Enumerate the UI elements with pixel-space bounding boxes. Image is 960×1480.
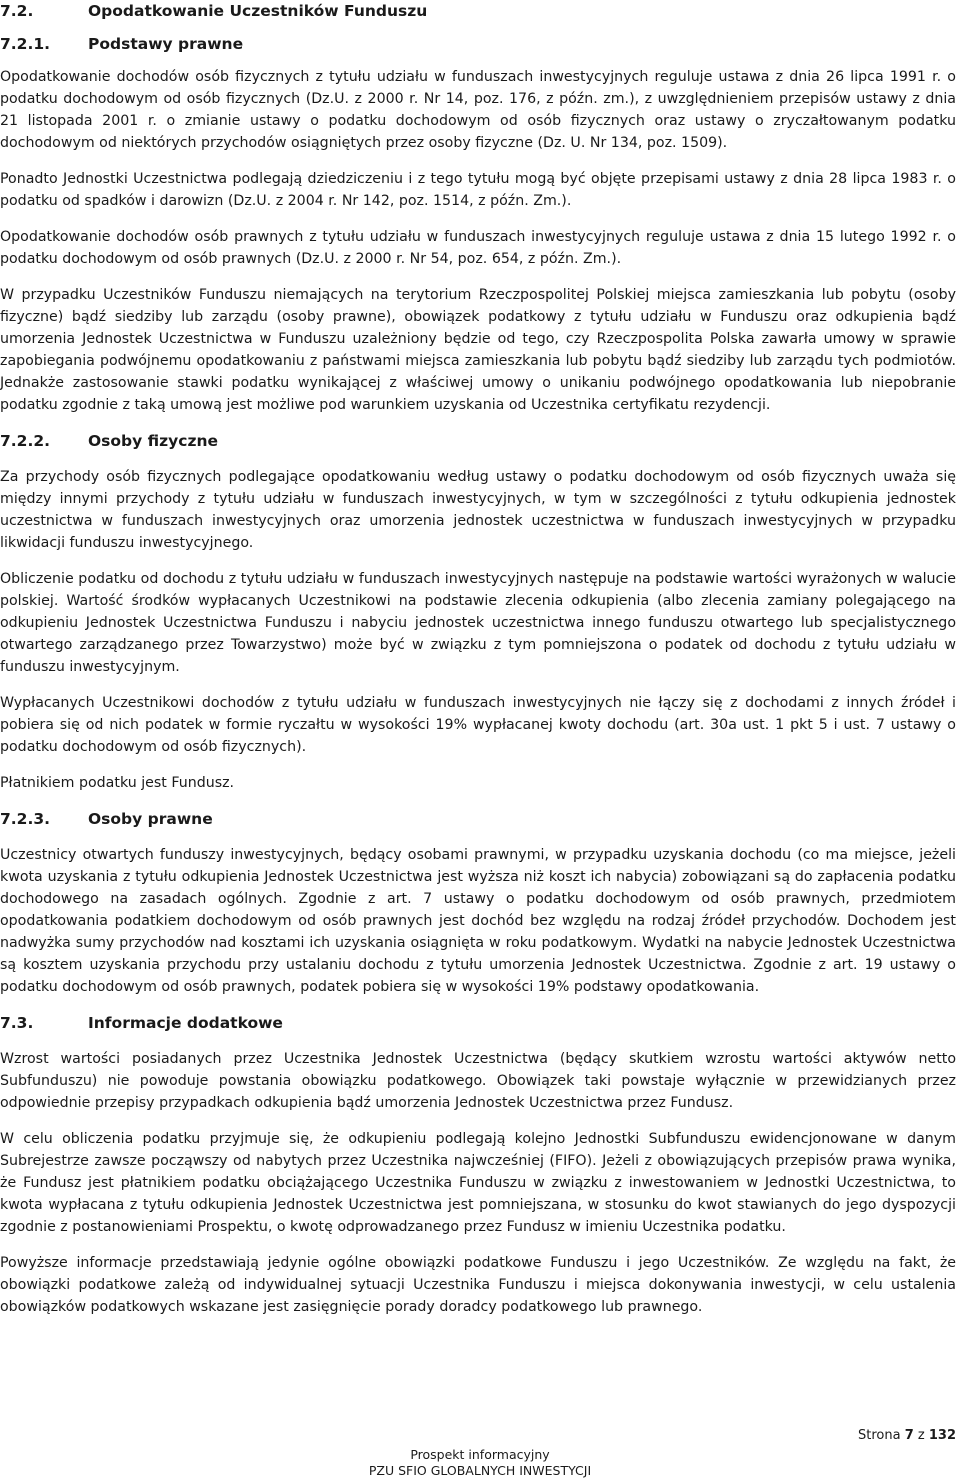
paragraph: Opodatkowanie dochodów osób fizycznych z tytułu udziału w funduszach inwestycyjnych reguluje ustawa z dnia 26 lipca 1991 r. o podatku dochodowym od osób fizycznych (Dz.U. z 2000 r. Nr 14, poz. 176, z późn. zm.), z uwzględnieniem przepisów ustawy z dnia 21 listopada 2001 r. o zmianie ustawy o podatku dochodowym od osób fizycznych oraz ustawy o zryczałtowanym podatku dochodowym od niektórych przychodów osiągniętych przez osoby fizyczne (Dz. U. Nr 134, poz. 1509). [0, 69, 956, 151]
paragraph: W przypadku Uczestników Funduszu niemających na terytorium Rzeczpospolitej Polskiej miejsca zamieszkania lub pobytu (osoby fizyczne) bądź siedziby lub zarządu (osoby prawne), obowiązek podatkowy z tytułu udziału w Funduszu oraz odkupienia bądź umorzenia Jednostek Uczestnictwa w Funduszu uzależniony będzie od tego, czy Rzeczpospolita Polska zawarła umowy w sprawie zapobiegania podwójnemu opodatkowaniu z państwami miejsca zamieszkania lub pobytu bądź siedziby lub zarządu tych podmiotów. Jednakże zastosowanie stawki podatku wynikającej z właściwej umowy o unikaniu podwójnego opodatkowania lub niepobranie podatku zgodnie z taką umową jest możliwe pod warunkiem uzyskania od Uczestnika certyfikatu rezydencji. [0, 287, 956, 413]
section-number: 7.2. [0, 2, 34, 20]
paragraph: Płatnikiem podatku jest Fundusz. [0, 775, 235, 791]
section-number: 7.2.1. [0, 35, 51, 53]
paragraph: Wzrost wartości posiadanych przez Uczestnika Jednostek Uczestnictwa (będący skutkiem wzrostu wartości aktywów netto Subfunduszu) nie powoduje powstania obowiązku podatkowego. Obowiązek taki powstaje wyłącznie w przewidzianych przez odpowiednie przepisy przypadkach odkupienia bądź umorzenia Jednostek Uczestnictwa przez Fundusz. [0, 1051, 956, 1111]
page-current: 7 [904, 1428, 914, 1443]
page-footer [0, 1420, 960, 1476]
footer-line-2: PZU SFIO GLOBALNYCH INWESTYCJI [368, 1463, 592, 1478]
section-title: Podstawy prawne [88, 35, 244, 53]
page-separator: z [917, 1428, 925, 1443]
footer-line-1: Prospekt informacyjny [410, 1447, 550, 1462]
section-heading-7-2 [0, 0, 956, 22]
page-number [858, 1428, 956, 1443]
page-prefix: Strona [857, 1428, 901, 1443]
section-title: Osoby prawne [88, 810, 213, 828]
section-title: Opodatkowanie Uczestników Funduszu [88, 2, 428, 20]
paragraph: Wypłacanych Uczestnikowi dochodów z tytułu udziału w funduszach inwestycyjnych nie łączy się z dochodami z innych źródeł i pobiera się od nich podatek w formie ryczałtu w wysokości 19% wypłacanej kwoty dochodu (art. 30a ust. 1 pkt 5 i ust. 7 ustawy o podatku dochodowym od osób fizycznych). [0, 695, 956, 755]
section-number: 7.3. [0, 1014, 34, 1032]
paragraph: Za przychody osób fizycznych podlegające opodatkowaniu według ustawy o podatku dochodowym od osób fizycznych uważa się między innymi przychody z tytułu udziału w funduszach inwestycyjnych, w tym w szczególności z tytułu odkupienia jednostek uczestnictwa w funduszach inwestycyjnych oraz umorzenia jednostek uczestnictwa w funduszach inwestycyjnych w przypadku likwidacji funduszu inwestycyjnego. [0, 469, 956, 551]
section-heading-7-3 [0, 1012, 956, 1034]
paragraph: Opodatkowanie dochodów osób prawnych z tytułu udziału w funduszach inwestycyjnych reguluje ustawa z dnia 15 lutego 1992 r. o podatku dochodowym od osób prawnych (Dz.U. z 2000 r. Nr 54, poz. 654, z późn. Zm.). [0, 229, 956, 267]
paragraph: W celu obliczenia podatku przyjmuje się, że odkupieniu podlegają kolejno Jednostki Subfunduszu ewidencjonowane w danym Subrejestrze zawsze począwszy od nabytych przez Uczestnika najwcześniej (FIFO). Jeżeli z obowiązujących przepisów prawa wynika, że Fundusz jest płatnikiem podatku obciążającego Uczestnika Funduszu w związku z inwestowaniem w Jednostki Uczestnictwa, to kwota wypłacana z tytułu odkupienia Jednostek Uczestnictwa jest pomniejszana, w stosunku do kwot stawianych do jego dyspozycji zgodnie z postanowieniami Prospektu, o kwotę odprowadzanego przez Fundusz w imieniu Uczestnika podatku. [0, 1131, 956, 1235]
section-title: Informacje dodatkowe [88, 1014, 283, 1032]
paragraph: Ponadto Jednostki Uczestnictwa podlegają dziedziczeniu i z tego tytułu mogą być objęte przepisami ustawy z dnia 28 lipca 1983 r. o podatku od spadków i darowizn (Dz.U. z 2004 r. Nr 142, poz. 1514, z późn. Zm.). [0, 171, 956, 209]
section-title: Osoby fizyczne [88, 432, 219, 450]
section-heading-7-2-3 [0, 808, 956, 830]
paragraph: Uczestnicy otwartych funduszy inwestycyjnych, będący osobami prawnymi, w przypadku uzyskania dochodu (co ma miejsce, jeżeli kwota uzyskania z tytułu odkupienia Jednostek Uczestnictwa jest wyższa niż koszt ich nabycia) zobowiązani są do zapłacenia podatku dochodowego na zasadach ogólnych. Zgodnie z art. 7 ustawy o podatku dochodowym od osób prawnych, przedmiotem opodatkowania podatkiem dochodowym od osób prawnych jest dochód bez względu na rodzaj źródeł przychodów. Dochodem jest nadwyżka sumy przychodów nad kosztami ich uzyskania osiągnięta w roku podatkowym. Wydatki na nabycie Jednostek Uczestnictwa są kosztem uzyskania przychodu przy ustalaniu dochodu z tytułu umorzenia Jednostek Uczestnictwa. Zgodnie z art. 19 ustawy o podatku dochodowym od osób prawnych, podatek pobiera się w wysokości 19% podstawy opodatkowania. [0, 847, 956, 995]
section-number: 7.2.2. [0, 432, 51, 450]
section-heading-7-2-1 [0, 33, 956, 55]
section-heading-7-2-2 [0, 430, 956, 452]
paragraph: Obliczenie podatku od dochodu z tytułu udziału w funduszach inwestycyjnych następuje na podstawie wartości wyrażonych w walucie polskiej. Wartość środków wypłacanych Uczestnikowi na podstawie zlecenia odkupienia (albo zlecenia zamiany polegającego na odkupieniu Jednostek Uczestnictwa Funduszu i nabyciu jednostek uczestnictwa innego funduszu otwartego lub specjalistycznego otwartego zarządzanego przez Towarzystwo) może być w związku z tym pomniejszona o podatek od dochodu z tytułu udziału w funduszu inwestycyjnym. [0, 571, 956, 675]
section-number: 7.2.3. [0, 810, 51, 828]
page-total: 132 [928, 1428, 956, 1443]
paragraph: Powyższe informacje przedstawiają jedynie ogólne obowiązki podatkowe Funduszu i jego Uczestników. Ze względu na fakt, że obowiązki podatkowe zależą od indywidualnej sytuacji Uczestnika Funduszu i miejsca dokonywania inwestycji, w celu ustalenia obowiązków podatkowych wskazane jest zasięgnięcie porady doradcy podatkowego lub prawnego. [0, 1255, 956, 1315]
